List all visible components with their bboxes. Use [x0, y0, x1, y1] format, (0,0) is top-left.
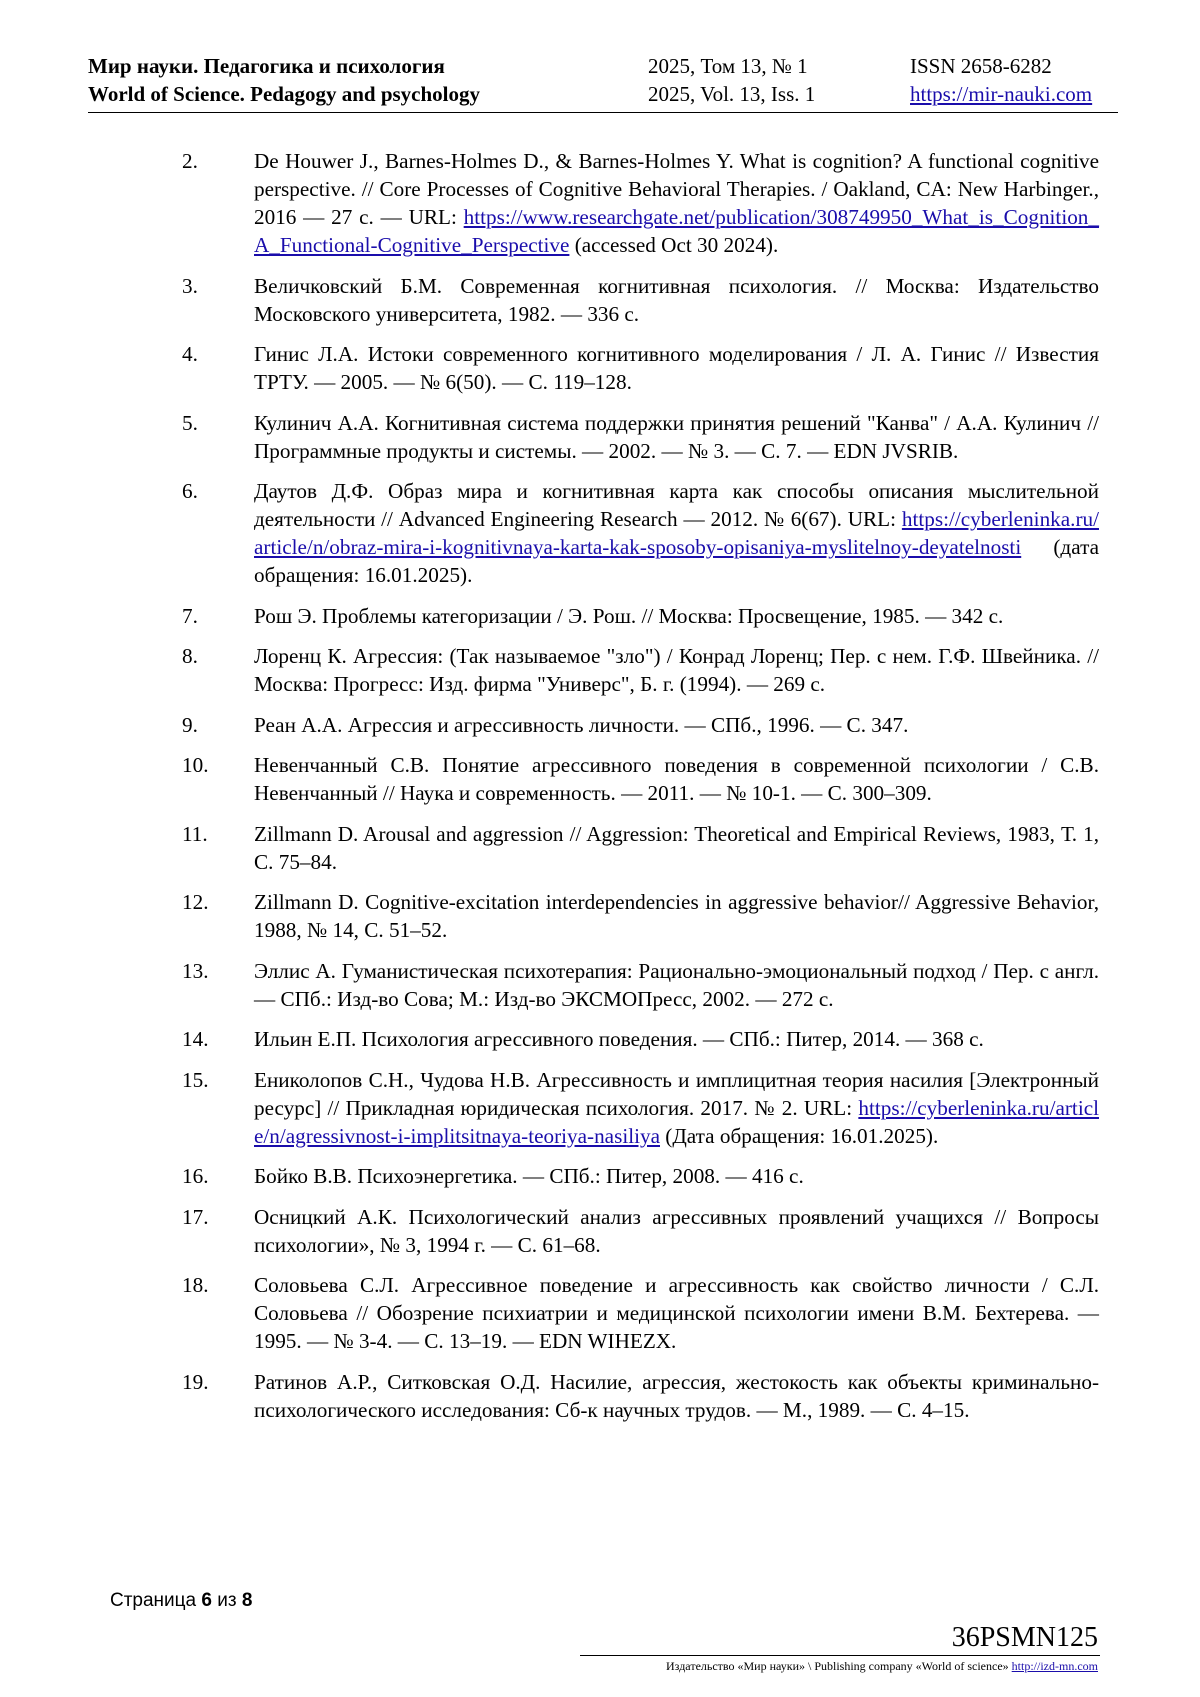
reference-number: 11. — [182, 821, 208, 846]
header-divider — [88, 112, 1118, 113]
reference-item — [182, 642, 1099, 698]
reference-item — [182, 888, 1099, 944]
reference-number: 18. — [182, 1273, 209, 1297]
reference-text: Невенчанный С.В. Понятие агрессивного поведения в современной психологии / С.В. Невенчанный // Наука и современность. — 2011. — № 10-1. — С. 300–309. — [254, 753, 1099, 805]
reference-text: Бойко В.В. Психоэнергетика. — СПб.: Питер, 2008. — 416 с. — [254, 1164, 804, 1188]
journal-site-link[interactable]: https://mir-nauki.com — [910, 82, 1093, 106]
journal-title-en: World of Science. Pedagogy and psychology — [88, 82, 481, 106]
reference-number: 8. — [182, 644, 198, 668]
reference-number: 2. — [182, 149, 198, 173]
reference-text: Даутов Д.Ф. Образ мира и когнитивная карта как способы описания мыслительной деятельности // Advanced Engineering Research — 2012. № 6(67). URL: — [254, 479, 1099, 531]
reference-number: 9. — [182, 712, 198, 737]
reference-item — [182, 1025, 1099, 1053]
reference-text: De Houwer J., Barnes-Holmes D., & Barnes-Holmes Y. What is cognition? A functional cognitive perspective. // Core Processes of Cognitive Behavioral Therapies. / Oakland, CA: New Harbinger., 2016 — 27 c. — URL: — [254, 149, 1099, 229]
reference-list — [182, 147, 1099, 1436]
reference-number: 12. — [182, 890, 209, 914]
reference-text: Рош Э. Проблемы категоризации / Э. Рош. // Москва: Просвещение, 1985. — 342 с. — [254, 603, 1004, 628]
reference-number: 15. — [182, 1067, 209, 1092]
reference-text: Осницкий А.К. Психологический анализ агрессивных проявлений учащихся // Вопросы психологии», № 3, 1994 г. — С. 61–68. — [254, 1204, 1099, 1257]
reference-number: 17. — [182, 1204, 209, 1229]
publisher-text: Издательство «Мир науки» \ Publishing company «World of science» — [666, 1659, 1009, 1673]
reference-number: 7. — [182, 603, 198, 628]
reference-item — [182, 477, 1099, 589]
reference-item — [182, 340, 1099, 396]
reference-item — [182, 1203, 1099, 1259]
page-total: 8 — [241, 1590, 253, 1611]
footer-divider — [580, 1655, 1100, 1656]
reference-text: Эллис А. Гуманистическая психотерапия: Рационально-эмоциональный подход / Пер. с англ. — СПб.: Изд-во Сова; М.: Изд-во ЭКСМОПресс, 2002. — 272 с. — [254, 958, 1099, 1011]
reference-link[interactable]: https://cyberleninka.ru/article/n/agressivnost-i-implitsitnaya-teoriya-nasiliya — [254, 1095, 1099, 1148]
issn: ISSN 2658-6282 — [910, 54, 1052, 78]
page-header — [88, 52, 1118, 108]
reference-item — [182, 1271, 1099, 1355]
page-of: из — [217, 1590, 237, 1611]
reference-text: Ратинов А.Р., Ситковская О.Д. Насилие, агрессия, жестокость как объекты криминально-психологического исследования: Сб-к научных трудов. — М., 1989. — С. 4–15. — [254, 1369, 1099, 1422]
page-counter — [110, 1590, 252, 1612]
page-current: 6 — [201, 1590, 212, 1611]
reference-text: Соловьева С.Л. Агрессивное поведение и агрессивность как свойство личности / С.Л. Соловьева // Обозрение психиатрии и медицинской психологии имени В.М. Бехтерева. — 1995. — № 3-4. — С. 13–19. — EDN WIHEZX. — [254, 1273, 1099, 1353]
reference-text-after: (Дата обращения: 16.01.2025). — [660, 1123, 939, 1148]
reference-text-after: (дата обращения: 16.01.2025). — [254, 535, 1099, 587]
reference-item — [182, 751, 1099, 807]
reference-text: Zillmann D. Arousal and aggression // Aggression: Theoretical and Empirical Reviews, 1983, Т. 1, С. 75–84. — [254, 821, 1099, 874]
reference-number: 10. — [182, 753, 209, 777]
reference-item — [182, 957, 1099, 1013]
reference-text: Величковский Б.М. Современная когнитивная психология. // Москва: Издательство Московского университета, 1982. — 336 с. — [254, 273, 1099, 326]
reference-number: 6. — [182, 479, 198, 503]
reference-text: Реан А.А. Агрессия и агрессивность личности. — СПб., 1996. — С. 347. — [254, 712, 909, 737]
reference-item — [182, 1368, 1099, 1424]
reference-item — [182, 820, 1099, 876]
reference-text: Ильин Е.П. Психология агрессивного поведения. — СПб.: Питер, 2014. — 368 с. — [254, 1027, 984, 1051]
issue-en: 2025, Vol. 13, Iss. 1 — [648, 82, 816, 106]
publisher-link[interactable]: http://izd-mn.com — [1011, 1659, 1098, 1673]
reference-link[interactable]: https://cyberleninka.ru/article/n/obraz-mira-i-kognitivnaya-karta-kak-sposoby-opisaniya-myslitelnoy-deyatelnosti — [254, 507, 1099, 559]
publisher-line — [666, 1659, 1098, 1674]
reference-text: Zillmann D. Cognitive-excitation interdependencies in aggressive behavior// Aggressive Behavior, 1988, № 14, С. 51–52. — [254, 890, 1099, 942]
reference-item — [182, 409, 1099, 465]
reference-item — [182, 1066, 1099, 1150]
reference-text: Гинис Л.А. Истоки современного когнитивного моделирования / Л. А. Гинис // Известия ТРТУ. — 2005. — № 6(50). — С. 119–128. — [254, 342, 1099, 394]
reference-number: 3. — [182, 273, 198, 298]
page-label: Страница — [110, 1590, 197, 1611]
reference-item — [182, 711, 1099, 739]
reference-number: 14. — [182, 1027, 209, 1051]
reference-item — [182, 1162, 1099, 1190]
reference-item — [182, 602, 1099, 630]
reference-text: Ениколопов С.Н., Чудова Н.В. Агрессивность и имплицитная теория насилия [Электронный ресурс] // Прикладная юридическая психология. 2017. № 2. URL: — [254, 1067, 1099, 1120]
reference-item — [182, 272, 1099, 328]
reference-text-after: (accessed Oct 30 2024). — [569, 233, 779, 257]
reference-text: Кулинич А.А. Когнитивная система поддержки принятия решений "Канва" / А.А. Кулинич // Программные продукты и системы. — 2002. — № 3. — С. 7. — EDN JVSRIB. — [254, 410, 1099, 463]
reference-number: 13. — [182, 958, 209, 983]
issue-ru: 2025, Том 13, № 1 — [648, 54, 808, 78]
reference-item — [182, 147, 1099, 259]
reference-number: 5. — [182, 410, 198, 435]
article-code: 36PSMN125 — [951, 1622, 1098, 1653]
journal-title-ru: Мир науки. Педагогика и психология — [88, 54, 445, 78]
reference-number: 19. — [182, 1369, 209, 1394]
reference-number: 4. — [182, 342, 198, 366]
reference-number: 16. — [182, 1164, 209, 1188]
reference-link[interactable]: https://www.researchgate.net/publication/308749950_What_is_Cognition_A_Functional-Cognitive_Perspective — [254, 205, 1099, 257]
reference-text: Лоренц К. Агрессия: (Так называемое "зло") / Конрад Лоренц; Пер. с нем. Г.Ф. Швейника. // Москва: Прогресс: Изд. фирма "Универс", Б. г. (1994). — 269 с. — [254, 644, 1099, 696]
